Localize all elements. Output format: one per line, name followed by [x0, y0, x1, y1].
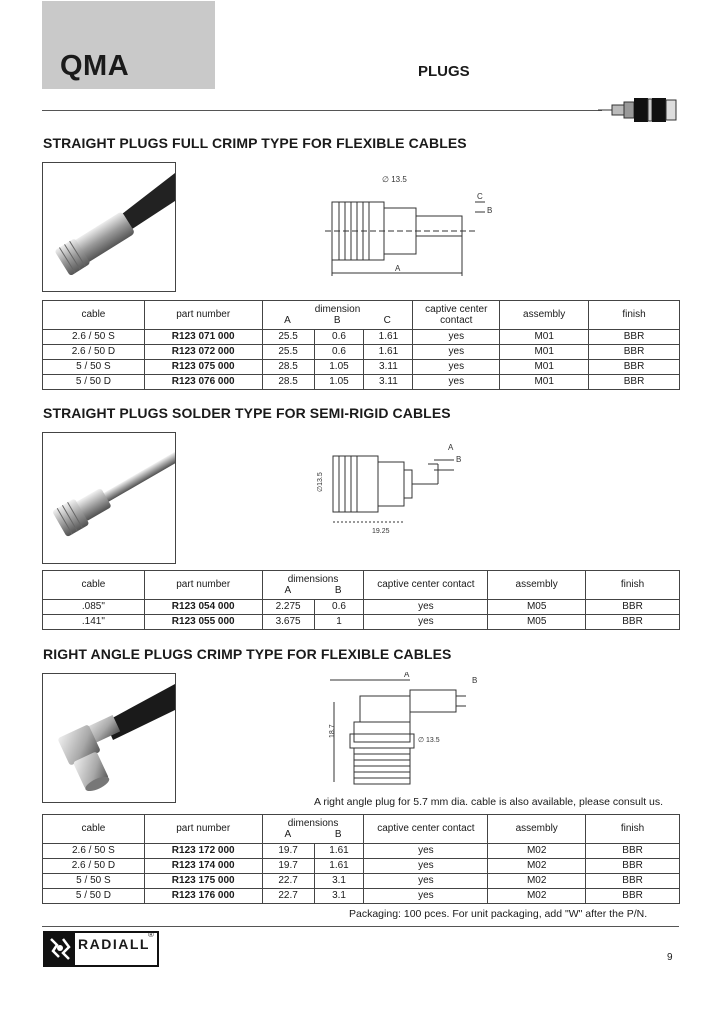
right-angle-note: A right angle plug for 5.7 mm dia. cable is also available, please consult us.: [314, 796, 664, 808]
header-part-number: part number: [144, 571, 262, 600]
dim-label-a: A: [448, 443, 454, 452]
cable-connector-icon: [598, 96, 680, 124]
table-row: 2.6 / 50 D R123 174 000 19.7 1.61 yes M02 BBR: [43, 859, 680, 874]
dim-label-b: B: [456, 455, 462, 464]
table-row: 5 / 50 D R123 176 000 22.7 3.1 yes M02 BBR: [43, 889, 680, 904]
dim-label-length: 19.25: [372, 528, 390, 535]
dim-label-a: A: [395, 264, 401, 273]
header-cable: cable: [43, 571, 145, 600]
registered-mark: ®: [148, 930, 154, 939]
table-row: .085" R123 054 000 2.275 0.6 yes M05 BBR: [43, 600, 680, 615]
header-finish: finish: [589, 301, 680, 330]
category-title: PLUGS: [418, 63, 470, 80]
dim-label-height: 18.7: [329, 724, 336, 738]
header-captive: captive center contact: [364, 815, 488, 844]
table-row: 2.6 / 50 D R123 072 000 25.5 0.6 1.61 yes M01 BBR: [43, 345, 680, 360]
spec-table-right-angle: [42, 814, 680, 904]
header-assembly: assembly: [488, 571, 586, 600]
product-photo-straight-crimp: [42, 162, 176, 292]
table-row: 5 / 50 D R123 076 000 28.5 1.05 3.11 yes M01 BBR: [43, 375, 680, 390]
dim-label-b: B: [487, 206, 493, 215]
header-captive: captive center contact: [364, 571, 488, 600]
packaging-note: Packaging: 100 pces. For unit packaging, add "W" after the P/N.: [349, 908, 648, 920]
table-row: 5 / 50 S R123 175 000 22.7 3.1 yes M02 BBR: [43, 874, 680, 889]
series-title: QMA: [60, 50, 130, 82]
dim-label-a: A: [404, 672, 410, 679]
header-cable: cable: [43, 301, 145, 330]
section-title-solder-straight: STRAIGHT PLUGS SOLDER TYPE FOR SEMI-RIGID CABLES: [43, 405, 451, 421]
section-title-crimp-straight: STRAIGHT PLUGS FULL CRIMP TYPE FOR FLEXIBLE CABLES: [43, 135, 467, 151]
table-row: 5 / 50 S R123 075 000 28.5 1.05 3.11 yes M01 BBR: [43, 360, 680, 375]
spec-table-straight-crimp: [42, 300, 680, 390]
header-cable: cable: [43, 815, 145, 844]
drawing-straight-solder: [298, 442, 473, 538]
section-title-right-angle: RIGHT ANGLE PLUGS CRIMP TYPE FOR FLEXIBLE CABLES: [43, 646, 452, 662]
product-photo-right-angle: [42, 673, 176, 803]
header-part-number: part number: [144, 815, 262, 844]
header-part-number: part number: [144, 301, 262, 330]
table-row: 2.6 / 50 S R123 071 000 25.5 0.6 1.61 yes M01 BBR: [43, 330, 680, 345]
dim-label-b: B: [472, 676, 478, 685]
drawing-straight-crimp: [325, 172, 500, 280]
dim-label-c: C: [477, 192, 483, 201]
page-number: 9: [667, 952, 673, 963]
drawing-right-angle: [320, 672, 495, 792]
header-rule: [42, 110, 602, 111]
header-finish: finish: [586, 815, 680, 844]
header-dimensions: dimensions A B: [262, 571, 364, 600]
spec-table-straight-solder: [42, 570, 680, 630]
dim-label-dia: ∅13.5: [317, 472, 324, 492]
dim-label-dia: ∅ 13.5: [382, 175, 407, 184]
footer-rule: [42, 926, 679, 927]
brand-name: RADIALL: [78, 936, 150, 952]
header-assembly: assembly: [500, 301, 589, 330]
header-dimension: dimension A B C: [262, 301, 413, 330]
header-dimensions: dimensions A B: [262, 815, 364, 844]
header-finish: finish: [586, 571, 680, 600]
header-captive: captive center contact: [413, 301, 500, 330]
table-row: 2.6 / 50 S R123 172 000 19.7 1.61 yes M02 BBR: [43, 844, 680, 859]
product-photo-straight-solder: [42, 432, 176, 564]
table-row: .141" R123 055 000 3.675 1 yes M05 BBR: [43, 615, 680, 630]
header-assembly: assembly: [488, 815, 586, 844]
dim-label-dia: ∅ 13.5: [418, 737, 440, 744]
